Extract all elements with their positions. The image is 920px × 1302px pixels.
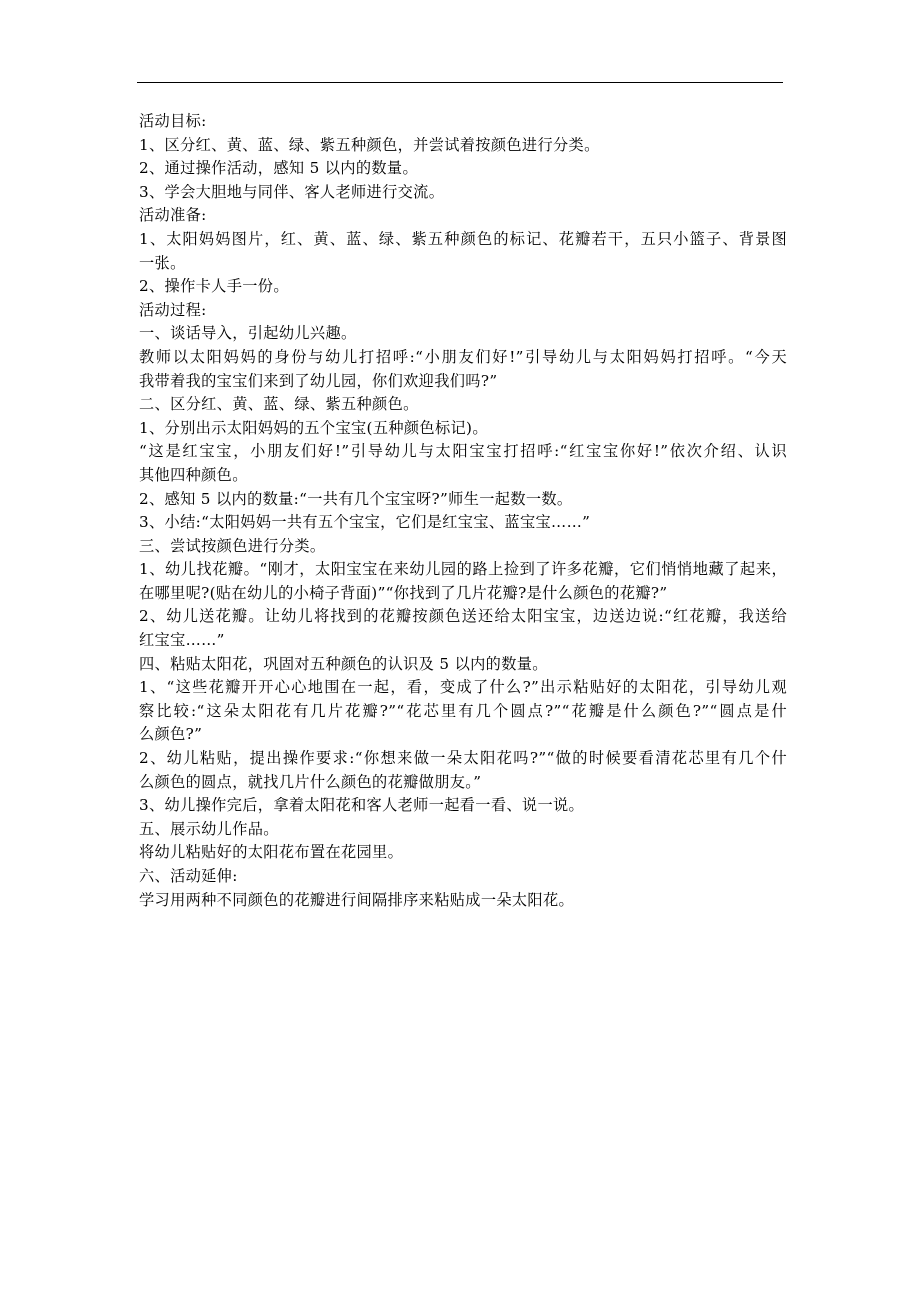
text-line: 其他四种颜色。: [139, 465, 248, 484]
text-line: 2、幼儿粘贴，提出操作要求:“你想来做一朵太阳花吗?”“做的时候要看清花芯里有几个什: [139, 749, 787, 768]
text-line: 我带着我的宝宝们来到了幼儿园，你们欢迎我们吗?”: [139, 371, 498, 390]
text-line: 1、区分红、黄、蓝、绿、紫五种颜色，并尝试着按颜色进行分类。: [139, 135, 600, 154]
text-line: 活动过程:: [139, 300, 207, 319]
text-line: 三、尝试按颜色进行分类。: [139, 536, 326, 555]
text-line: “这是红宝宝，小朋友们好!”引导幼儿与太阳宝宝打招呼:“红宝宝你好!”依次介绍、认识: [139, 442, 787, 461]
text-line: 二、区分红、黄、蓝、绿、紫五种颜色。: [139, 395, 419, 414]
text-line: 3、学会大胆地与同伴、客人老师进行交流。: [139, 182, 445, 201]
text-line: 2、通过操作活动，感知 5 以内的数量。: [139, 159, 418, 178]
text-line: 教师以太阳妈妈的身份与幼儿打招呼:“小朋友们好!”引导幼儿与太阳妈妈打招呼。“今天: [139, 347, 787, 366]
text-line: 1、“这些花瓣开开心心地围在一起，看，变成了什么?”出示粘贴好的太阳花，引导幼儿观: [139, 678, 787, 697]
text-line: 2、感知 5 以内的数量:“一共有几个宝宝呀?”师生一起数一数。: [139, 489, 573, 508]
text-line: 么颜色的圆点，就找几片什么颜色的花瓣做朋友。”: [139, 772, 482, 791]
text-line: 将幼儿粘贴好的太阳花布置在花园里。: [139, 843, 404, 862]
text-line: 四、粘贴太阳花，巩固对五种颜色的认识及 5 以内的数量。: [139, 654, 548, 673]
text-line: 2、操作卡人手一份。: [139, 277, 289, 296]
header-rule: [137, 82, 783, 83]
text-line: 1、太阳妈妈图片，红、黄、蓝、绿、紫五种颜色的标记、花瓣若干，五只小篮子、背景图: [139, 229, 787, 248]
text-line: 1、幼儿找花瓣。“刚才，太阳宝宝在来幼儿园的路上捡到了许多花瓣，它们悄悄地藏了起来，: [139, 560, 787, 579]
text-line: 3、小结:“太阳妈妈一共有五个宝宝，它们是红宝宝、蓝宝宝……”: [139, 513, 591, 532]
text-line: 五、展示幼儿作品。: [139, 819, 279, 838]
text-line: 察比较:“这朵太阳花有几片花瓣?”“花芯里有几个圆点?”“花瓣是什么颜色?”“圆点是什: [139, 701, 787, 720]
text-line: 一张。: [139, 253, 186, 272]
text-line: 学习用两种不同颜色的花瓣进行间隔排序来粘贴成一朵太阳花。: [139, 890, 575, 909]
text-line: 活动目标:: [139, 112, 207, 130]
text-line: 在哪里呢?(贴在幼儿的小椅子背面)”“你找到了几片花瓣?是什么颜色的花瓣?”: [139, 583, 668, 602]
text-line: 六、活动延伸:: [139, 867, 238, 885]
text-line: 3、幼儿操作完后，拿着太阳花和客人老师一起看一看、说一说。: [139, 796, 585, 815]
text-line: 活动准备:: [139, 206, 207, 225]
text-line: 1、分别出示太阳妈妈的五个宝宝(五种颜色标记)。: [139, 418, 488, 437]
text-line: 么颜色?”: [139, 725, 203, 744]
text-line: 2、幼儿送花瓣。让幼儿将找到的花瓣按颜色送还给太阳宝宝，边送边说:“红花瓣，我送给: [139, 607, 787, 626]
document-body: [139, 110, 787, 912]
text-line: 一、谈话导入，引起幼儿兴趣。: [139, 324, 357, 343]
text-line: 红宝宝……”: [139, 631, 225, 650]
